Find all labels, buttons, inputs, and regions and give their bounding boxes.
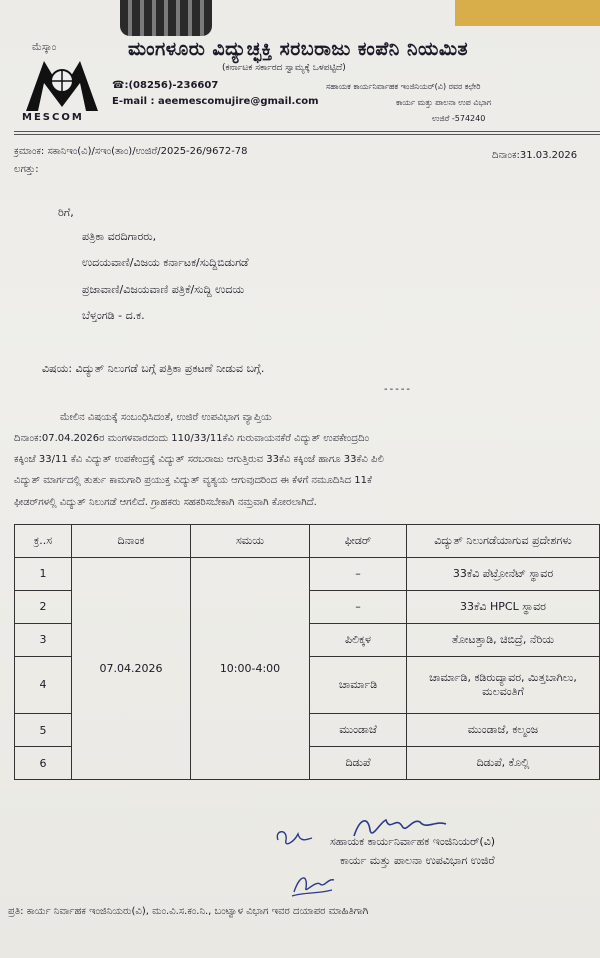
row-area: ತೋಟತ್ತಾಡಿ, ಚಿಬಿದ್ರೆ, ನೆರಿಯ: [407, 623, 600, 656]
header-date: ದಿನಾಂಕ: [72, 525, 191, 558]
reference-number: ಕ್ರಮಾಂಕ: ಸಕಾನಿಇಂ(ವಿ)/ಸಇಂ(ತಾಂ)/ಉಜಿರೆ/2025-26/9672-78: [14, 146, 248, 157]
header-time: ಸಮಯ: [191, 525, 310, 558]
office-line-2: ಕಾರ್ಯ ಮತ್ತು ಪಾಲನಾ ಉಪ ವಿಭಾಗ: [396, 98, 492, 107]
row-serial: 3: [15, 623, 72, 656]
row-feeder: ಚಾರ್ಮಾಡಿ: [310, 656, 407, 713]
folder-edge: [455, 0, 600, 26]
address-line: ಪತ್ರಿಕಾ ವರದಿಗಾರರು,: [82, 230, 157, 243]
header-divider: [14, 131, 600, 132]
salutation-to: ರಿಗೆ,: [58, 206, 74, 219]
outage-date: 07.04.2026: [72, 557, 191, 779]
email-address: E-mail : aeemescomujire@gmail.com: [112, 96, 319, 107]
row-feeder: ಪಿಲಿಕ್ಕಳ: [310, 623, 407, 656]
enclosure-label: ಲಗತ್ತು:: [14, 164, 39, 175]
row-serial: 6: [15, 747, 72, 780]
binder-clip: [120, 0, 212, 36]
header-divider-2: [14, 134, 600, 135]
office-line-1: ಸಹಾಯಕ ಕಾರ್ಯನಿರ್ವಾಹಕ ಇಂಜಿನಿಯರ್(ವಿ) ರವರ ಕಛೇರಿ: [326, 82, 481, 91]
row-serial: 4: [15, 656, 72, 713]
copy-to-line: ಪ್ರತಿ: ಕಾರ್ಯ ನಿರ್ವಾಹಕ ಇಂಜಿನಿಯರು(ವಿ), ಮಂ.ವಿ.ಸ.ಕಂ.ನಿ., ಬಂಟ್ವಾಳ ವಿಭಾಗ ಇವರ ದಯಾಪರ ಮಾಹಿತಿಗಾಗಿ: [8, 906, 369, 917]
row-feeder: ದಿಡುಪೆ: [310, 747, 407, 780]
letter-date: ದಿನಾಂಕ:31.03.2026: [492, 150, 578, 161]
body-line: ಫೀಡರ್‌ಗಳಲ್ಲಿ ವಿದ್ಯುತ್ ನಿಲುಗಡೆ ಆಗಲಿದೆ. ಗ್ರಾಹಕರು ಸಹಕರಿಸಬೇಕಾಗಿ ನಮ್ರವಾಗಿ ಕೋರಲಾಗಿದೆ.: [14, 497, 317, 508]
row-serial: 5: [15, 714, 72, 747]
org-subtitle: (ಕರ್ನಾಟಕ ಸರ್ಕಾರದ ಸ್ವಾಮ್ಯಕ್ಕೆ ಒಳಪಟ್ಟಿದೆ): [222, 63, 346, 73]
header-feeder: ಫೀಡರ್: [310, 525, 407, 558]
row-area: ಮುಂಡಾಜೆ, ಕಲ್ಮಂಜ: [407, 714, 600, 747]
outage-time: 10:00-4:00: [191, 557, 310, 779]
address-line: ಉದಯವಾಣಿ/ವಿಜಯ ಕರ್ನಾಟಕ/ಸುದ್ದಿಬಿಡುಗಡೆ: [82, 256, 249, 269]
row-feeder: ಮುಂಡಾಜೆ: [310, 714, 407, 747]
header-serial: ಕ್ರ..ಸ: [15, 525, 72, 558]
address-line: ಬೆಳ್ತಂಗಡಿ - ದ.ಕ.: [82, 309, 145, 322]
row-area: ಚಾರ್ಮಾಡಿ, ಕಡಿರುದ್ಯಾವರ, ಮಿತ್ತಬಾಗಿಲು, ಮಲವಂತಿಗೆ: [407, 656, 600, 713]
row-area: 33ಕೆವಿ ಪೆಟ್ರೋನೆಟ್ ಸ್ಥಾವರ: [407, 557, 600, 590]
letter-subject: ವಿಷಯ: ವಿದ್ಯುತ್ ನಿಲುಗಡೆ ಬಗ್ಗೆ ಪತ್ರಿಕಾ ಪ್ರಕಟಣೆ ನೀಡುವ ಬಗ್ಗೆ.: [42, 362, 265, 375]
table-header-row: [15, 525, 600, 558]
initials-scribble: [272, 822, 332, 852]
phone-number: ☎:(08256)-236607: [112, 80, 219, 91]
row-serial: 1: [15, 557, 72, 590]
header-area: ವಿದ್ಯುತ್ ನಿಲುಗಡೆಯಾಗುವ ಪ್ರದೇಶಗಳು: [407, 525, 600, 558]
body-line: ಮೇಲಿನ ವಿಷಯಕ್ಕೆ ಸಂಬಂಧಿಸಿದಂತೆ, ಉಜಿರೆ ಉಪವಿಭಾಗ ವ್ಯಾಪ್ತಿಯ: [60, 412, 272, 423]
table-row: [15, 557, 600, 590]
body-line: ವಿದ್ಯುತ್ ಮಾರ್ಗದಲ್ಲಿ ತುರ್ತು ಕಾಮಗಾರಿ ಪ್ರಯುಕ್ತ ವಿದ್ಯುತ್ ವ್ಯತ್ಯಯ ಆಗುವುದರಿಂದ ಈ ಕೆಳಗೆ ನಮೂದಿಸಿದ 11ಕೆ: [14, 475, 372, 486]
signatory-designation: ಸಹಾಯಕ ಕಾರ್ಯನಿರ್ವಾಹಕ ಇಂಜಿನಿಯರ್(ವಿ): [330, 835, 496, 848]
initials-scribble: [290, 870, 336, 898]
row-feeder: –: [310, 590, 407, 623]
body-line: ದಿನಾಂಕ:07.04.2026ರ ಮಂಗಳವಾರದಂದು 110/33/11ಕೆವಿ ಗುರುವಾಯನಕೆರೆ ವಿದ್ಯುತ್ ಉಪಕೇಂದ್ರದಿಂ: [14, 433, 370, 444]
org-name: ಮಂಗಳೂರು ವಿದ್ಯುಚ್ಛಕ್ತಿ ಸರಬರಾಜು ಕಂಪೆನಿ ನಿಯಮಿತ: [128, 38, 469, 60]
subject-divider: -----: [384, 384, 413, 395]
address-line: ಪ್ರಜಾವಾಣಿ/ವಿಜಯವಾಣಿ ಪತ್ರಿಕೆ/ಸುದ್ದಿ ಉದಯ: [82, 283, 245, 296]
body-line: ಕಕ್ಕಿಂಜೆ 33/11 ಕೆವಿ ವಿದ್ಯುತ್ ಉಪಕೇಂದ್ರಕ್ಕೆ ವಿದ್ಯುತ್ ಸರಬರಾಜು ಆಗುತ್ತಿರುವ 33ಕೆವಿ ಕಕ್ಕಿಂಜೆ ಹಾಗೂ 33ಕೆವಿ ಪಿಲಿ: [14, 454, 384, 465]
mescom-logo-icon: [24, 57, 100, 113]
office-line-3: ಉಜಿರೆ -574240: [432, 114, 486, 123]
logo-text: MESCOM: [22, 112, 84, 123]
signatory-office: ಕಾರ್ಯ ಮತ್ತು ಪಾಲನಾ ಉಪವಿಭಾಗ ಉಜಿರೆ: [340, 854, 495, 867]
row-feeder: –: [310, 557, 407, 590]
logo-caption: ಮೆಸ್ಕಾಂ: [32, 42, 57, 53]
row-area: ದಿಡುಪೆ, ಕೊಲ್ಲಿ: [407, 747, 600, 780]
row-serial: 2: [15, 590, 72, 623]
row-area: 33ಕೆವಿ HPCL ಸ್ಥಾವರ: [407, 590, 600, 623]
outage-schedule-table: [14, 524, 600, 780]
